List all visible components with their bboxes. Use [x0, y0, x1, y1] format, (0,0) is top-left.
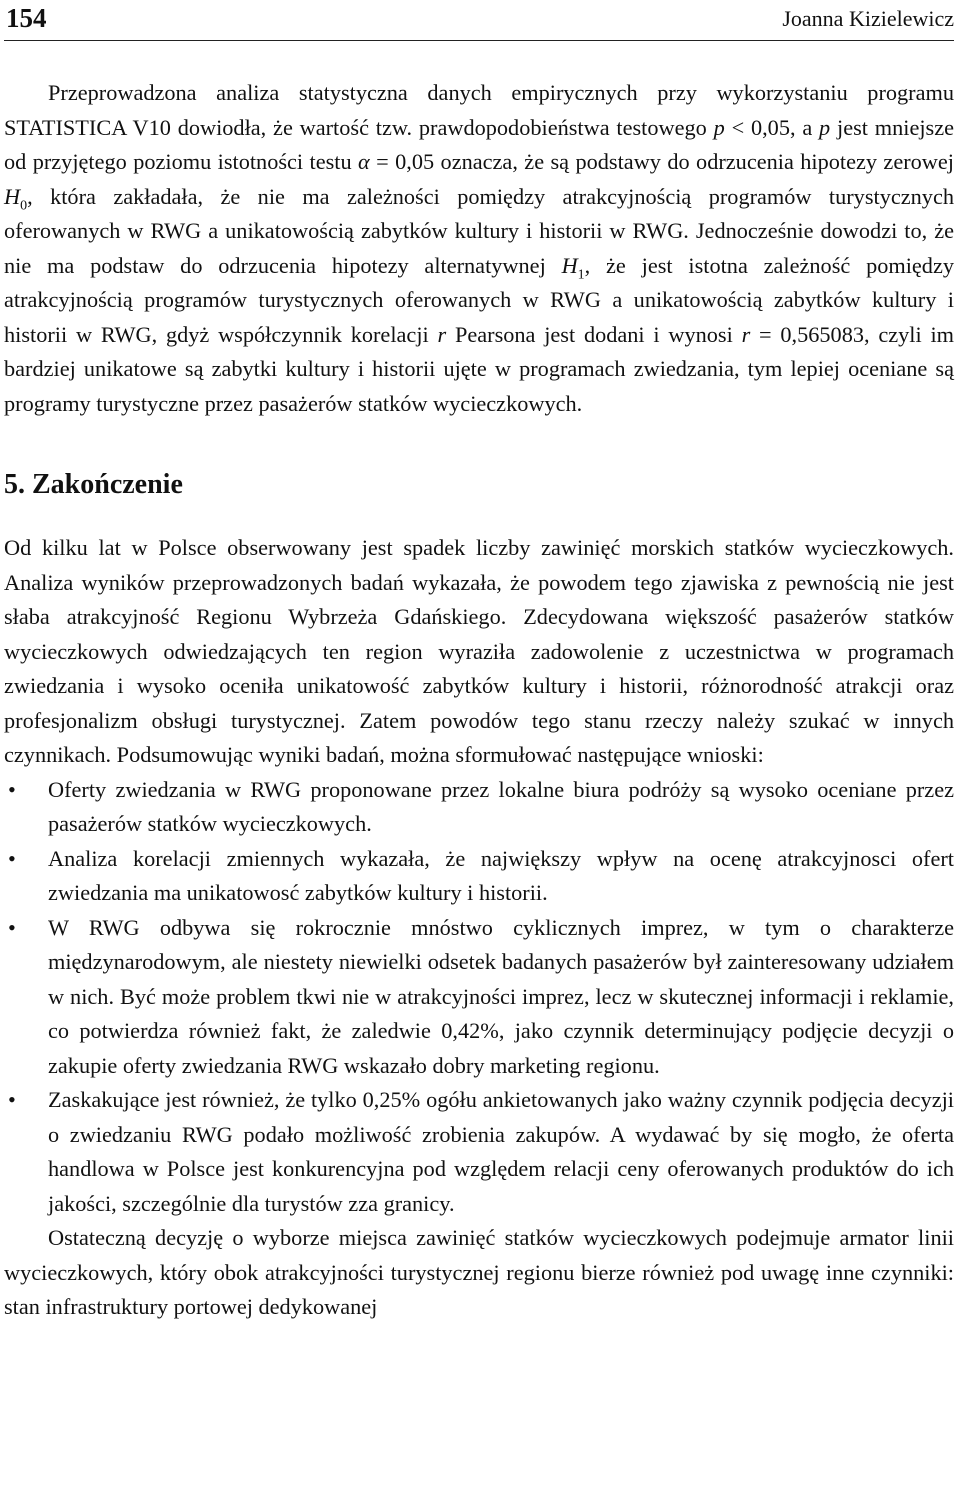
paragraph-statistical-analysis [4, 76, 954, 421]
variable-p: p [713, 114, 725, 140]
text-run: , która zakładała, że nie ma zależności pomiędzy atrakcyjnością programów turystycznych oferowanych w RWG a unikatowością zabytków kultury i historii w RWG. Jednocześnie dowodzi to, że nie ma podstaw do odrzucenia hipotezy alternatywnej [4, 183, 954, 278]
variable-alpha: α [358, 149, 370, 174]
conclusions-list [4, 773, 954, 1222]
list-item [4, 842, 954, 911]
text-run: , że jest istotna zależność pomiędzy atrakcyjnością programów turystycznych oferowanych w RWG a unikatowością zabytków kultury i historii w RWG, gdyż współczynnik korelacji [4, 252, 954, 347]
bullet-icon: • [8, 1087, 16, 1112]
list-item [4, 911, 954, 1084]
list-item-text: Zaskakujące jest również, że tylko 0,25% ogółu ankietowanych jako ważny czynnik podjęcia decyzji o zwiedzaniu RWG podało możliwość zrobienia zakupów. A wydawać by się mogło, że oferta handlowa w Polsce jest konkurencyjna pod względem relacji ceny oferowanych produktów do ich jakości, szczególnie dla turystów zza granicy. [48, 1087, 954, 1216]
text-run: Przeprowadzona analiza statystyczna danych empirycznych przy wykorzystaniu programu STATISTICA V10 dowiodła, że wartość tzw. prawdopodobieństwa testowego [4, 80, 954, 140]
list-item [4, 773, 954, 842]
paragraph-final: Ostateczną decyzję o wyborze miejsca zawinięć statków wycieczkowych podejmuje armator linii wycieczkowych, który obok atrakcyjności turystycznej regionu bierze również pod uwagę inne czynniki: stan infrastruktury portowej dedykowanej [4, 1225, 954, 1319]
running-head-author: Joanna Kizielewicz [782, 6, 954, 31]
page-number: 154 [6, 3, 47, 33]
list-item-text: Analiza korelacji zmiennych wykazała, że największy wpływ na ocenę atrakcyjnosci ofert zwiedzania ma unikatowosć zabytków kultury i historii. [48, 845, 954, 905]
page-header [4, 0, 954, 41]
subscript-1: 1 [577, 266, 585, 282]
paragraph-conclusion: Od kilku lat w Polsce obserwowany jest spadek liczby zawinięć morskich statków wycieczkowych. Analiza wyników przeprowadzonych badań wykazała, że powodem tego zjawiska z pewnością nie jest słaba atrakcyjność Regionu Wybrzeża Gdańskiego. Zdecydowana większość pasażerów statków wycieczkowych odwiedzających ten region wyraziła zadowolenie z uczestnictwa w programach zwiedzania i wysoko oceniła unikatowość zabytków kultury i historii, różnorodność atrakcji oraz profesjonalizm obsługi turystycznej. Zatem powodów tego stanu rzeczy należy szukać w innych czynnikach. Podsumowując wyniki badań, można sformułować następujące wnioski: [4, 535, 954, 767]
text-run: jest mniejsze od przyjętego poziomu istotności testu [4, 114, 955, 174]
text-run: = 0,565083, czyli im bardziej unikatowe są zabytki kultury i historii ujęte w programach zwiedzania, tym lepiej oceniane są programy turystyczne przez pasażerów statków wycieczkowych. [4, 321, 954, 416]
text-run: < 0,05, a [724, 114, 820, 140]
variable-h1: H [561, 252, 578, 278]
list-item-text: Oferty zwiedzania w RWG proponowane przez lokalne biura podróży są wysoko oceniane przez pasażerów statków wycieczkowych. [48, 776, 954, 836]
variable-r: r [741, 321, 751, 347]
section-heading: 5. Zakończenie [4, 469, 183, 500]
text-run: = 0,05 oznacza, że są podstawy do odrzucenia hipotezy zerowej [369, 149, 954, 174]
text-run: Pearsona jest dodani i wynosi [446, 321, 742, 347]
subscript-0: 0 [20, 197, 28, 213]
bullet-icon: • [8, 845, 16, 871]
bullet-icon: • [8, 776, 16, 802]
bullet-icon: • [8, 914, 16, 940]
variable-r: r [437, 321, 447, 347]
body-text [4, 76, 954, 1325]
variable-h0: H [4, 183, 21, 209]
list-item-text: W RWG odbywa się rokrocznie mnóstwo cyklicznych imprez, w tym o charakterze międzynarodowym, ale niestety niewielki odsetek badanych pasażerów był zainteresowany udziałem w nich. Być może problem tkwi nie w atrakcyjności imprez, lecz w skutecznej informacji i reklamie, co potwierdza również fakt, że zaledwie 0,42%, jako czynnik determinujący podjęcie decyzji o zakupie oferty zwiedzania RWG wskazało dobry marketing regionu. [48, 914, 954, 1078]
variable-p: p [819, 114, 831, 140]
list-item [4, 1083, 954, 1221]
